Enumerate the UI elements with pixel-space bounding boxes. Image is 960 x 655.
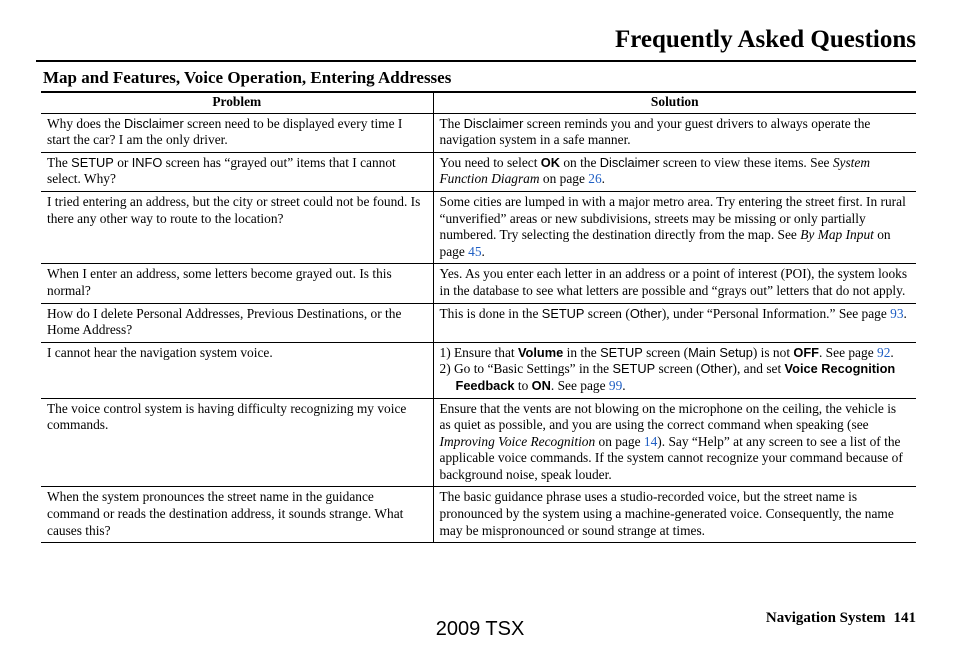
solution-cell — [433, 342, 916, 398]
problem-cell: The voice control system is having difficulty recognizing my voice commands. — [41, 398, 433, 487]
title-rule — [36, 60, 916, 62]
page-link[interactable]: 99 — [608, 377, 623, 393]
table-row — [41, 113, 916, 152]
column-header-problem: Problem — [41, 92, 433, 113]
solution-step-2: 2) Go to “Basic Settings” in the SETUP screen (Other), and set Voice Recognition Feedback to ON. See page 99. — [439, 361, 896, 393]
page-number: 141 — [893, 610, 916, 626]
table-header-row — [41, 92, 916, 113]
table-row — [41, 303, 916, 342]
solution-cell: You need to select OK on the Disclaimer screen to view these items. See System Function Diagram on page 26. — [433, 152, 916, 191]
solution-cell: Ensure that the vents are not blowing on the microphone on the ceiling, the vehicle is as quiet as possible, and you are using the correct command when speaking (see Improving Voice Recognition on page 14). Say “Help” at any screen to see a list of the applicable voice commands. If the system cannot recognize your command because of background noise, speak louder. — [433, 398, 916, 487]
page-link[interactable]: 92 — [877, 344, 891, 360]
solution-cell: Yes. As you enter each letter in an address or a point of interest (POI), the system looks in the database to see what letters are possible and “grays out” letters that do not apply. — [433, 264, 916, 303]
problem-cell: How do I delete Personal Addresses, Previous Destinations, or the Home Address? — [41, 303, 433, 342]
footer-model-year: 2009 TSX — [435, 618, 525, 640]
problem-cell: Why does the Disclaimer screen need to be displayed every time I start the car? I am the only driver. — [41, 113, 433, 152]
table-row — [41, 152, 916, 191]
problem-cell: I tried entering an address, but the city or street could not be found. Is there any other way to route to the location? — [41, 191, 433, 263]
table-row — [41, 487, 916, 543]
solution-cell: The basic guidance phrase uses a studio-recorded voice, but the street name is pronounced by the system using a machine-generated voice. Consequently, the name may be mispronounced or sound strange at times. — [433, 487, 916, 543]
solution-step-1: 1) Ensure that Volume in the SETUP screen (Main Setup) is not OFF. See page 92. — [439, 344, 894, 360]
problem-cell: The SETUP or INFO screen has “grayed out” items that I cannot select. Why? — [41, 152, 433, 191]
faq-table — [41, 91, 916, 543]
solution-cell: The Disclaimer screen reminds you and your guest drivers to always operate the navigation system in a safe manner. — [433, 113, 916, 152]
problem-cell: When the system pronounces the street name in the guidance command or reads the destination address, it sounds strange. What causes this? — [41, 487, 433, 543]
section-title: Map and Features, Voice Operation, Entering Addresses — [43, 68, 452, 87]
problem-cell: When I enter an address, some letters become grayed out. Is this normal? — [41, 264, 433, 303]
table-row — [41, 398, 916, 487]
footer-nav-text: Navigation System — [765, 610, 886, 626]
column-header-solution: Solution — [433, 92, 916, 113]
table-row — [41, 264, 916, 303]
page-link[interactable]: 45 — [468, 243, 482, 259]
page-link[interactable]: 93 — [890, 305, 904, 321]
page-link[interactable]: 14 — [643, 433, 658, 449]
page-link[interactable]: 26 — [588, 171, 602, 187]
solution-cell: Some cities are lumped in with a major metro area. Try entering the street first. In rural “unverified” areas or new subdivisions, streets may be missing or only partially numbered. Try selecting the destination directly from the map. See By Map Input on page 45. — [433, 191, 916, 263]
solution-cell: This is done in the SETUP screen (Other), under “Personal Information.” See page 93. — [433, 303, 916, 342]
page-title: Frequently Asked Questions — [615, 26, 916, 53]
table-row — [41, 342, 916, 398]
problem-cell: I cannot hear the navigation system voice. — [41, 342, 433, 398]
table-row — [41, 191, 916, 263]
